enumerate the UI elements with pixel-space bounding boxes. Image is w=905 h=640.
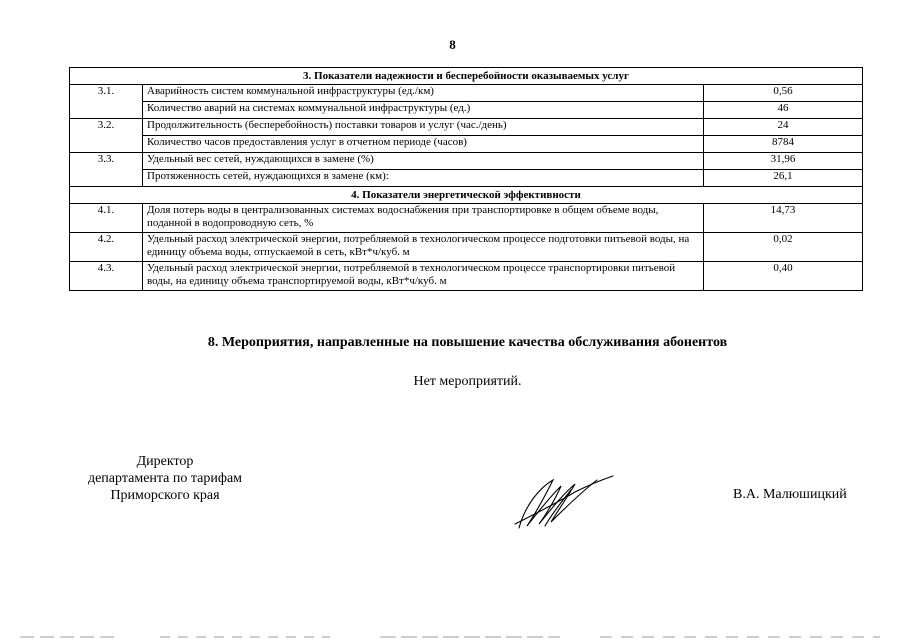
row-value: 24 (704, 119, 863, 136)
row-value: 8784 (704, 136, 863, 153)
row-description: Удельный расход электрической энергии, потребляемой в технологическом процессе транспортировки питьевой воды, на единицу объема транспортируемой воды, кВт*ч/куб. м (143, 262, 704, 291)
row-number: 3.1. (70, 85, 143, 119)
table-row (70, 233, 863, 262)
row-description: Удельный вес сетей, нуждающихся в замене (%) (143, 153, 704, 170)
table-row (70, 170, 863, 187)
signatory-position: Директор (136, 454, 194, 469)
section-8-heading: 8. Мероприятия, направленные на повышение качества обслуживания абонентов (207, 335, 728, 350)
row-number: 3.3. (70, 153, 143, 187)
handwritten-signature (505, 466, 615, 536)
row-number: 4.1. (70, 204, 143, 233)
table-row (70, 136, 863, 153)
row-value: 26,1 (704, 170, 863, 187)
row-value: 0,56 (704, 85, 863, 102)
section-3-header-row (70, 68, 863, 85)
row-number: 4.3. (70, 262, 143, 291)
section-4-title: 4. Показатели энергетической эффективности (70, 187, 863, 204)
row-number: 4.2. (70, 233, 143, 262)
row-value: 46 (704, 102, 863, 119)
scan-edge-artifact (0, 632, 905, 640)
signatory-department: департамента по тарифам (87, 471, 243, 486)
table-row (70, 153, 863, 170)
no-measures-text: Нет мероприятий. (413, 374, 522, 389)
section-4-header-row (70, 187, 863, 204)
table-row (70, 204, 863, 233)
table-row (70, 119, 863, 136)
table-row (70, 102, 863, 119)
row-value: 0,40 (704, 262, 863, 291)
row-description: Продолжительность (бесперебойность) поставки товаров и услуг (час./день) (143, 119, 704, 136)
signer-name: В.А. Малюшицкий (733, 487, 847, 502)
row-value: 0,02 (704, 233, 863, 262)
row-description: Аварийность систем коммунальной инфраструктуры (ед./км) (143, 85, 704, 102)
row-number: 3.2. (70, 119, 143, 153)
row-description: Удельный расход электрической энергии, потребляемой в технологическом процессе подготовки питьевой воды, на единицу объема воды, отпускаемой в сеть, кВт*ч/куб. м (143, 233, 704, 262)
indicators-table (69, 67, 863, 291)
row-description: Доля потерь воды в централизованных системах водоснабжения при транспортировке в общем объеме воды, поданной в водопроводную сеть, % (143, 204, 704, 233)
row-value: 14,73 (704, 204, 863, 233)
row-value: 31,96 (704, 153, 863, 170)
row-description: Количество часов предоставления услуг в отчетном периоде (часов) (143, 136, 704, 153)
signatory-region: Приморского края (110, 488, 220, 503)
page-number: 8 (449, 37, 456, 52)
section-3-title: 3. Показатели надежности и бесперебойности оказываемых услуг (70, 68, 863, 85)
table-row (70, 262, 863, 291)
row-description: Количество аварий на системах коммунальной инфраструктуры (ед.) (143, 102, 704, 119)
signatory-title (60, 453, 270, 504)
table-row (70, 85, 863, 102)
row-description: Протяженность сетей, нуждающихся в замене (км): (143, 170, 704, 187)
